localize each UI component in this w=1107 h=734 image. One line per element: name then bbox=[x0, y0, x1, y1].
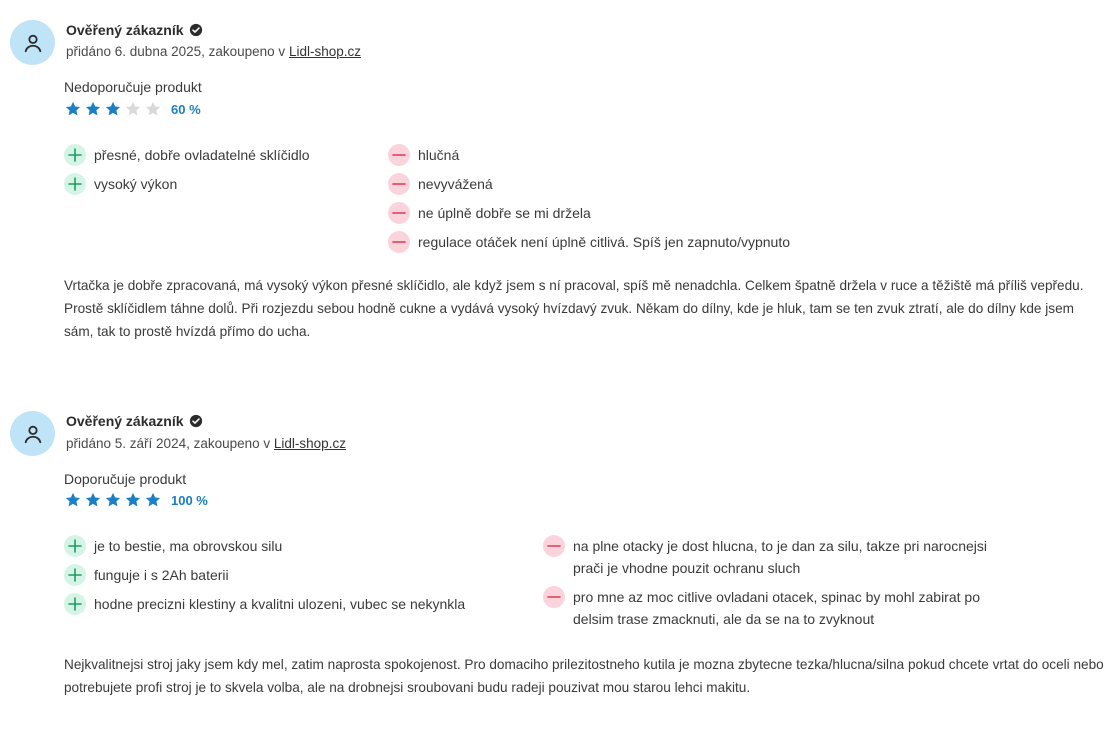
star-filled-icon bbox=[64, 100, 82, 118]
star-filled-icon bbox=[84, 100, 102, 118]
con-text: na plne otacky je dost hlucna, to je dan za silu, takze pri narocnejsi prači je vhodne pouzit ochranu sluch bbox=[573, 538, 988, 576]
con-text: regulace otáček není úplně citlivá. Spíš jen zapnuto/vypnuto bbox=[418, 234, 791, 250]
author-name-row bbox=[66, 413, 203, 429]
review-date: přidáno 5. září 2024, zakoupeno v bbox=[66, 436, 274, 451]
plus-icon bbox=[64, 564, 86, 586]
check-circle-icon bbox=[189, 414, 203, 428]
star-rating bbox=[64, 491, 208, 509]
recommendation-label: Doporučuje produkt bbox=[64, 471, 187, 487]
con-item bbox=[388, 231, 790, 253]
minus-icon bbox=[388, 144, 410, 166]
review-date: přidáno 6. dubna 2025, zakoupeno v bbox=[66, 44, 289, 59]
pro-item bbox=[64, 535, 282, 557]
author-name: Ověřený zákazník bbox=[66, 413, 184, 429]
con-item bbox=[388, 202, 591, 224]
pro-item bbox=[64, 173, 177, 195]
con-item bbox=[543, 586, 993, 630]
user-icon bbox=[22, 423, 44, 445]
minus-icon bbox=[543, 586, 565, 608]
pro-text: přesné, dobře ovladatelné sklíčidlo bbox=[94, 147, 310, 163]
con-item bbox=[388, 173, 493, 195]
review-meta bbox=[66, 436, 346, 451]
con-item bbox=[388, 144, 459, 166]
minus-icon bbox=[388, 202, 410, 224]
star-filled-icon bbox=[64, 491, 82, 509]
shop-link[interactable]: Lidl-shop.cz bbox=[288, 44, 361, 59]
review-text: Nejkvalitnejsi stroj jaky jsem kdy mel, zatim naprosta spokojenost. Pro domaciho prilezitostneho kutila je mozna zbytecne tezka/hlucna/silna pokud chcete vrtat do oceli nebo potrebujete profi stroj je to skvela volba, ale na drobnejsi sroubovani budu radeji pouzivat mou starou lehci makitu. bbox=[64, 657, 1104, 695]
con-text: pro mne az moc citlive ovladani otacek, spinac by mohl zabirat po delsim trase zmacknuti, ale da se na to zvyknout bbox=[573, 589, 980, 627]
review-text: Vrtačka je dobře zpracovaná, má vysoký výkon přesné sklíčidlo, ale když jsem s ní pracoval, spíš mě nenadchla. Celkem špatně držela v ruce a těžiště má příliš vepředu. Prostě sklíčidlem táhne dolů. Při rozjezdu sebou hodně cukne a vydává vysoký hvízdavý zvuk. Někam do dílny, kde je hluk, tam se ten zvuk ztratí, ale do dílny kde jsem sám, tak to prostě hvízdá přímo do ucha. bbox=[64, 278, 1084, 339]
pro-text: hodne precizni klestiny a kvalitni ulozeni, vubec se nekynkla bbox=[94, 596, 466, 612]
rating-percent: 100 % bbox=[171, 492, 208, 508]
minus-icon bbox=[543, 535, 565, 557]
recommendation-label: Nedoporučuje produkt bbox=[64, 79, 202, 95]
rating-percent: 60 % bbox=[171, 101, 201, 117]
stars bbox=[64, 491, 162, 509]
plus-icon bbox=[64, 144, 86, 166]
pro-item bbox=[64, 593, 465, 615]
pro-text: je to bestie, ma obrovskou silu bbox=[94, 538, 283, 554]
avatar bbox=[10, 20, 55, 65]
con-text: ne úplně dobře se mi držela bbox=[418, 205, 591, 221]
author-name-row bbox=[66, 22, 203, 38]
pro-text: funguje i s 2Ah baterii bbox=[94, 567, 229, 583]
star-rating bbox=[64, 100, 201, 118]
star-filled-icon bbox=[124, 491, 142, 509]
con-text: nevyvážená bbox=[418, 176, 493, 192]
pro-item bbox=[64, 564, 229, 586]
con-item bbox=[543, 535, 993, 579]
minus-icon bbox=[388, 173, 410, 195]
avatar bbox=[10, 411, 55, 456]
pro-item bbox=[64, 144, 310, 166]
review-meta bbox=[66, 44, 361, 59]
star-empty-icon bbox=[144, 100, 162, 118]
con-text: hlučná bbox=[418, 147, 460, 163]
star-empty-icon bbox=[124, 100, 142, 118]
shop-link[interactable]: Lidl-shop.cz bbox=[273, 436, 346, 451]
author-name: Ověřený zákazník bbox=[66, 22, 184, 38]
pro-text: vysoký výkon bbox=[94, 176, 178, 192]
plus-icon bbox=[64, 535, 86, 557]
star-filled-icon bbox=[104, 100, 122, 118]
user-icon bbox=[22, 32, 44, 54]
star-filled-icon bbox=[104, 491, 122, 509]
plus-icon bbox=[64, 593, 86, 615]
star-filled-icon bbox=[144, 491, 162, 509]
plus-icon bbox=[64, 173, 86, 195]
star-filled-icon bbox=[84, 491, 102, 509]
check-circle-icon bbox=[189, 23, 203, 37]
stars bbox=[64, 100, 162, 118]
minus-icon bbox=[388, 231, 410, 253]
